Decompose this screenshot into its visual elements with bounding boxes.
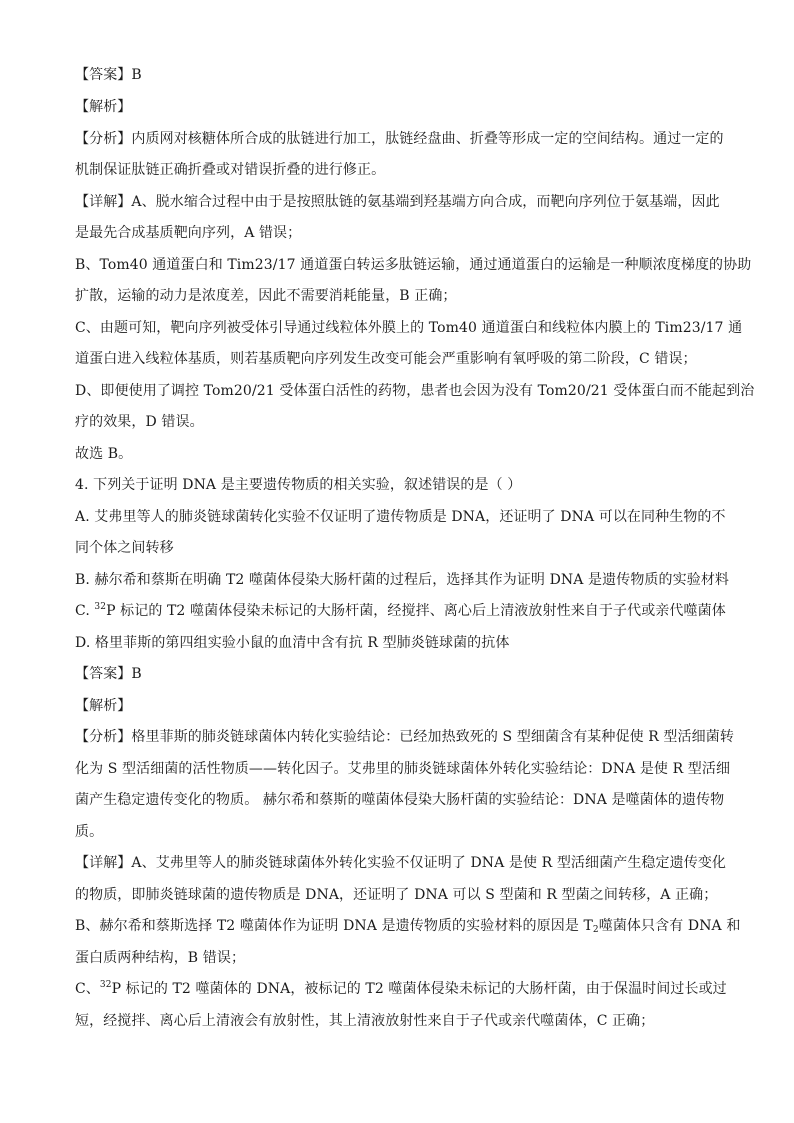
q3-detail-d-line-2: 疗的效果，D 错误。: [75, 414, 204, 430]
q4-detail-c-superscript: 32: [99, 980, 112, 990]
q3-detail-a-line-2: 是最先合成基质靶向序列，A 错误；: [75, 225, 302, 241]
q3-detail-c-line-2: 道蛋白进入线粒体基质，则若基质靶向序列发生改变可能会严重影响有氧呼吸的第二阶段，C 错误；: [75, 351, 697, 367]
q4-option-a-line-1: A. 艾弗里等人的肺炎链球菌转化实验不仅证明了遗传物质是 DNA，还证明了 DNA 可以在同种生物的不: [75, 509, 726, 525]
q4-detail-b-text-post: 噬菌体只含有 DNA 和: [598, 918, 741, 934]
q4-analysis-heading: 【解析】: [75, 698, 132, 714]
q4-detail-a-line-1: 【详解】A、艾弗里等人的肺炎链球菌体外转化实验不仅证明了 DNA 是使 R 型活细菌产生稳定遗传变化: [75, 855, 727, 871]
q3-analysis-line-2: 机制保证肽链正确折叠或对错误折叠的进行修正。: [75, 162, 386, 178]
q4-option-c: [75, 601, 725, 621]
q3-detail-c-line-1: C、由题可知，靶向序列被受体引导通过线粒体外膜上的 Tom40 通道蛋白和线粒体内膜上的 Tim23/17 通: [75, 320, 743, 336]
q4-option-c-superscript: 32: [94, 602, 107, 612]
q4-detail-c-line-1: [75, 979, 725, 999]
q4-detail-c-line-2: 短，经搅拌、离心后上清液会有放射性，其上清液放射性来自于子代或亲代噬菌体，C 正确；: [75, 1013, 655, 1029]
q4-answer: 【答案】B: [75, 666, 142, 682]
q4-option-a-line-2: 同个体之间转移: [75, 540, 174, 556]
q4-detail-c-prefix: C、: [75, 981, 100, 997]
q3-conclusion: 故选 B。: [75, 446, 133, 462]
q4-analysis-line-4: 质。: [75, 824, 104, 840]
q4-stem: 4. 下列关于证明 DNA 是主要遗传物质的相关实验，叙述错误的是（ ）: [75, 477, 522, 493]
q4-analysis-line-3: 菌产生稳定遗传变化的物质。 赫尔希和蔡斯的噬菌体侵染大肠杆菌的实验结论：DNA 是噬菌体的遗传物: [75, 792, 725, 808]
q3-analysis-line-1: 【分析】内质网对核糖体所合成的肽链进行加工，肽链经盘曲、折叠等形成一定的空间结构。通过一定的: [75, 131, 724, 147]
q4-option-b: B. 赫尔希和蔡斯在明确 T2 噬菌体侵染大肠杆菌的过程后，选择其作为证明 DNA 是遗传物质的实验材料: [75, 572, 730, 588]
q4-detail-b-subscript: 2: [592, 925, 599, 935]
q3-detail-b-line-1: B、Tom40 通道蛋白和 Tim23/17 通道蛋白转运多肽链运输，通过通道蛋白的运输是一种顺浓度梯度的协助: [75, 257, 752, 273]
q3-analysis-heading: 【解析】: [75, 99, 132, 115]
q4-option-d: D. 格里菲斯的第四组实验小鼠的血清中含有抗 R 型肺炎链球菌的抗体: [75, 635, 510, 651]
q3-answer: 【答案】B: [75, 67, 142, 83]
q3-detail-d-line-1: D、即便使用了调控 Tom20/21 受体蛋白活性的药物，患者也会因为没有 Tom20/21 受体蛋白而不能起到治: [75, 383, 755, 399]
q4-detail-a-line-2: 的物质，即肺炎链球菌的遗传物质是 DNA，还证明了 DNA 可以 S 型菌和 R 型菌之间转移，A 正确；: [75, 887, 718, 903]
q4-option-c-prefix: C.: [75, 603, 95, 619]
q4-detail-b-line-1: [75, 916, 741, 936]
q4-option-c-text: P 标记的 T2 噬菌体侵染未标记的大肠杆菌，经搅拌、离心后上清液放射性来自于子代或亲代噬菌体: [106, 603, 726, 619]
q4-detail-b-text-pre: B、赫尔希和蔡斯选择 T2 噬菌体作为证明 DNA 是遗传物质的实验材料的原因是 T: [75, 918, 593, 934]
q4-analysis-line-1: 【分析】格里菲斯的肺炎链球菌体内转化实验结论：已经加热致死的 S 型细菌含有某种促使 R 型活细菌转: [75, 729, 734, 745]
q3-detail-b-line-2: 扩散，运输的动力是浓度差，因此不需要消耗能量，B 正确；: [75, 288, 457, 304]
q4-detail-c-text: P 标记的 T2 噬菌体的 DNA，被标记的 T2 噬菌体侵染未标记的大肠杆菌，由于保温时间过长或过: [111, 981, 727, 997]
q4-analysis-line-2: 化为 S 型活细菌的活性物质——转化因子。艾弗里的肺炎链球菌体外转化实验结论：DNA 是使 R 型活细: [75, 761, 731, 777]
q3-detail-a-line-1: 【详解】A、脱水缩合过程中由于是按照肽链的氨基端到羟基端方向合成，而靶向序列位于氨基端，因此: [75, 194, 720, 210]
q4-detail-b-line-2: 蛋白质两种结构，B 错误；: [75, 950, 246, 966]
